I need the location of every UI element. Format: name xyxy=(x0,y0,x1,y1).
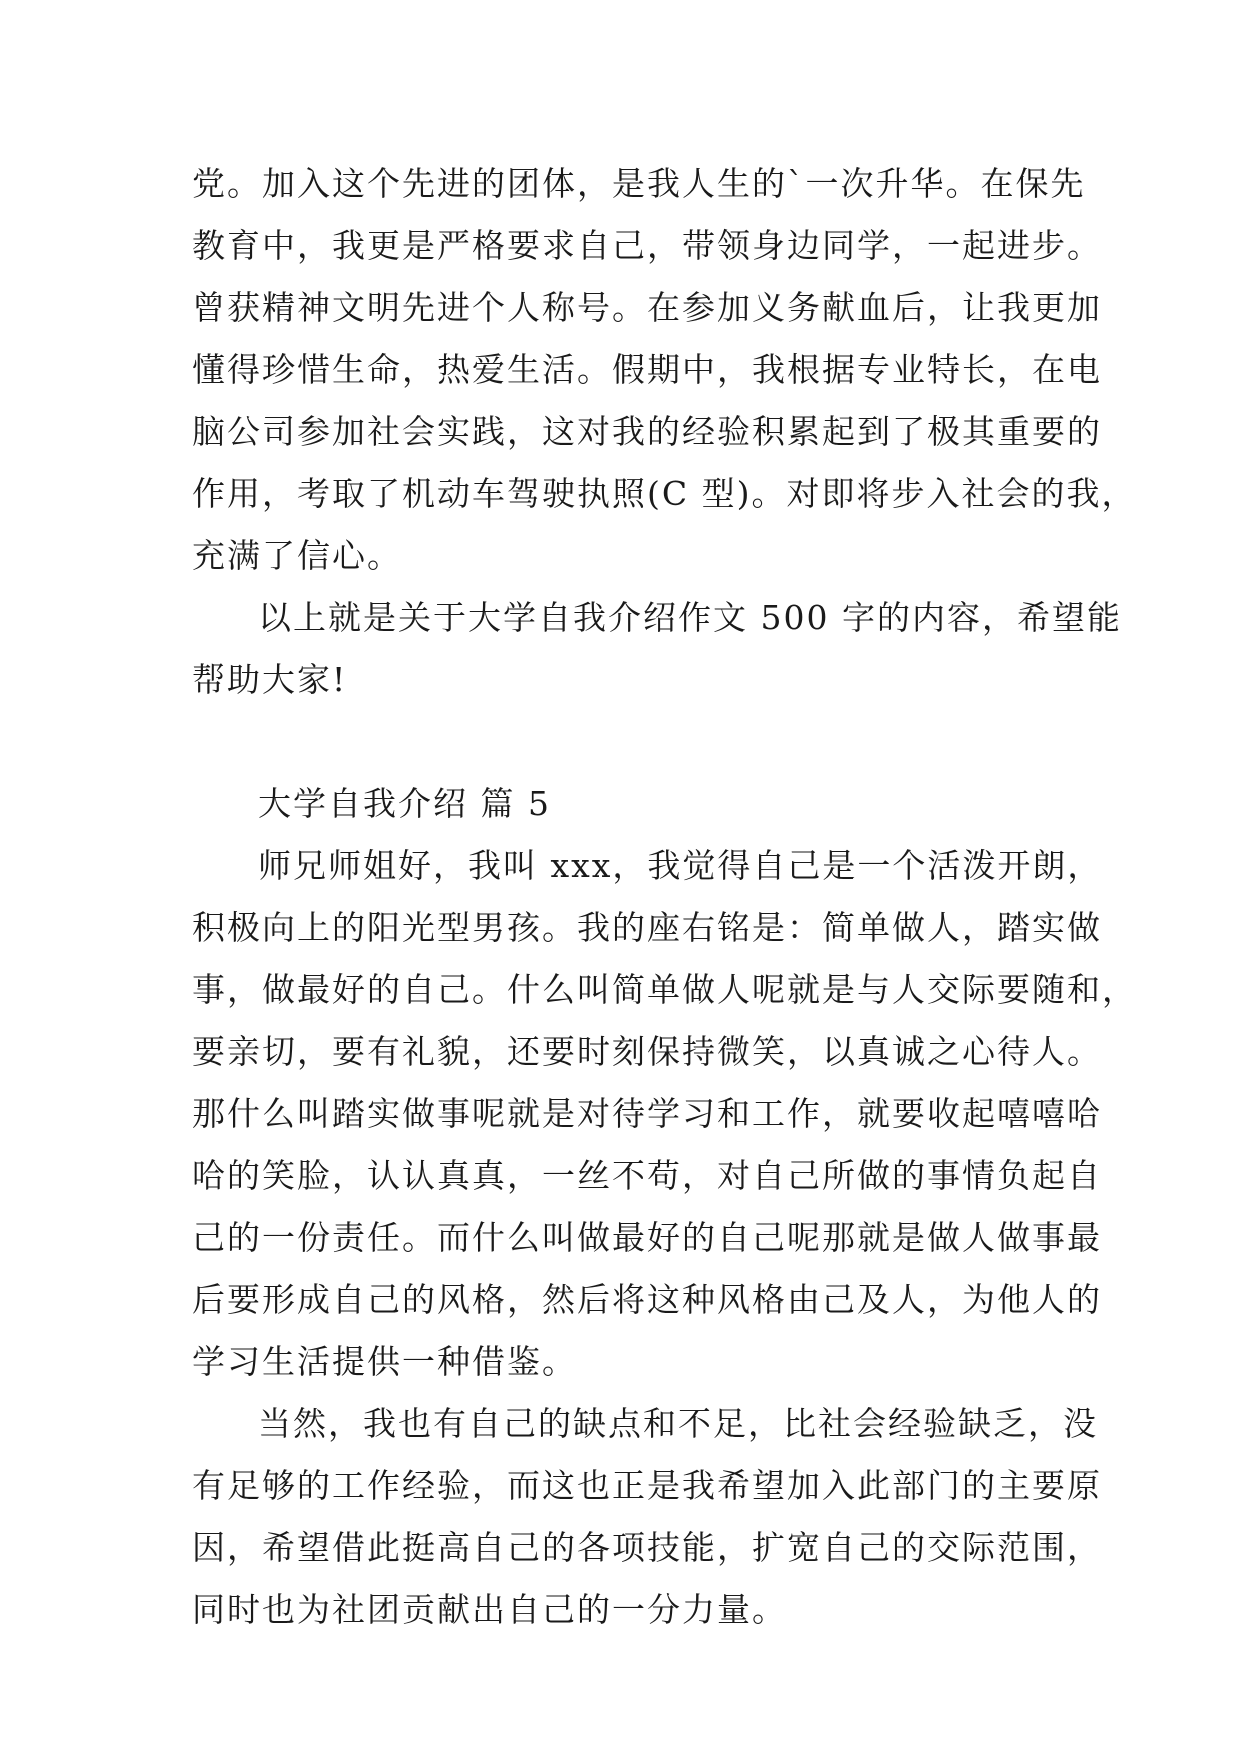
paragraph-line: 教育中，我更是严格要求自己，带领身边同学，一起进步。 xyxy=(192,226,1102,265)
paragraph-line: 作用，考取了机动车驾驶执照(C 型)。对即将步入社会的我， xyxy=(192,474,1137,513)
paragraph-line: 当然，我也有自己的缺点和不足，比社会经验缺乏，没 xyxy=(258,1404,1098,1443)
paragraph-line: 曾获精神文明先进个人称号。在参加义务献血后，让我更加 xyxy=(192,288,1102,327)
paragraph-line: 因，希望借此挺高自己的各项技能，扩宽自己的交际范围， xyxy=(192,1528,1102,1567)
section-heading: 大学自我介绍 篇 5 xyxy=(258,784,551,823)
paragraph-line: 以上就是关于大学自我介绍作文 500 字的内容，希望能 xyxy=(258,598,1122,637)
paragraph-2 xyxy=(192,587,1122,711)
paragraph-line: 哈的笑脸，认认真真，一丝不苟，对自己所做的事情负起自 xyxy=(192,1156,1102,1195)
paragraph-3 xyxy=(192,835,1137,1393)
paragraph-line: 己的一份责任。而什么叫做最好的自己呢那就是做人做事最 xyxy=(192,1218,1102,1257)
paragraph-line: 学习生活提供一种借鉴。 xyxy=(192,1342,577,1381)
paragraph-line: 那什么叫踏实做事呢就是对待学习和工作，就要收起嘻嘻哈 xyxy=(192,1094,1102,1133)
paragraph-line: 党。加入这个先进的团体，是我人生的`一次升华。在保先 xyxy=(192,164,1086,203)
paragraph-line: 事，做最好的自己。什么叫简单做人呢就是与人交际要随和， xyxy=(192,970,1137,1009)
paragraph-line: 脑公司参加社会实践，这对我的经验积累起到了极其重要的 xyxy=(192,412,1102,451)
paragraph-line: 充满了信心。 xyxy=(192,536,402,575)
paragraph-line: 要亲切，要有礼貌，还要时刻保持微笑，以真诚之心待人。 xyxy=(192,1032,1102,1071)
paragraph-line: 同时也为社团贡献出自己的一分力量。 xyxy=(192,1590,787,1629)
section-spacer xyxy=(192,711,1072,773)
paragraph-line: 积极向上的阳光型男孩。我的座右铭是：简单做人，踏实做 xyxy=(192,908,1102,947)
paragraph-line: 有足够的工作经验，而这也正是我希望加入此部门的主要原 xyxy=(192,1466,1102,1505)
paragraph-line: 帮助大家! xyxy=(192,660,348,699)
paragraph-1 xyxy=(192,153,1137,587)
paragraph-4 xyxy=(192,1393,1102,1641)
document-body xyxy=(192,153,1137,1641)
paragraph-line: 后要形成自己的风格，然后将这种风格由己及人，为他人的 xyxy=(192,1280,1102,1319)
paragraph-line: 师兄师姐好，我叫 xxx，我觉得自己是一个活泼开朗， xyxy=(258,846,1103,885)
paragraph-line: 懂得珍惜生命，热爱生活。假期中，我根据专业特长，在电 xyxy=(192,350,1102,389)
